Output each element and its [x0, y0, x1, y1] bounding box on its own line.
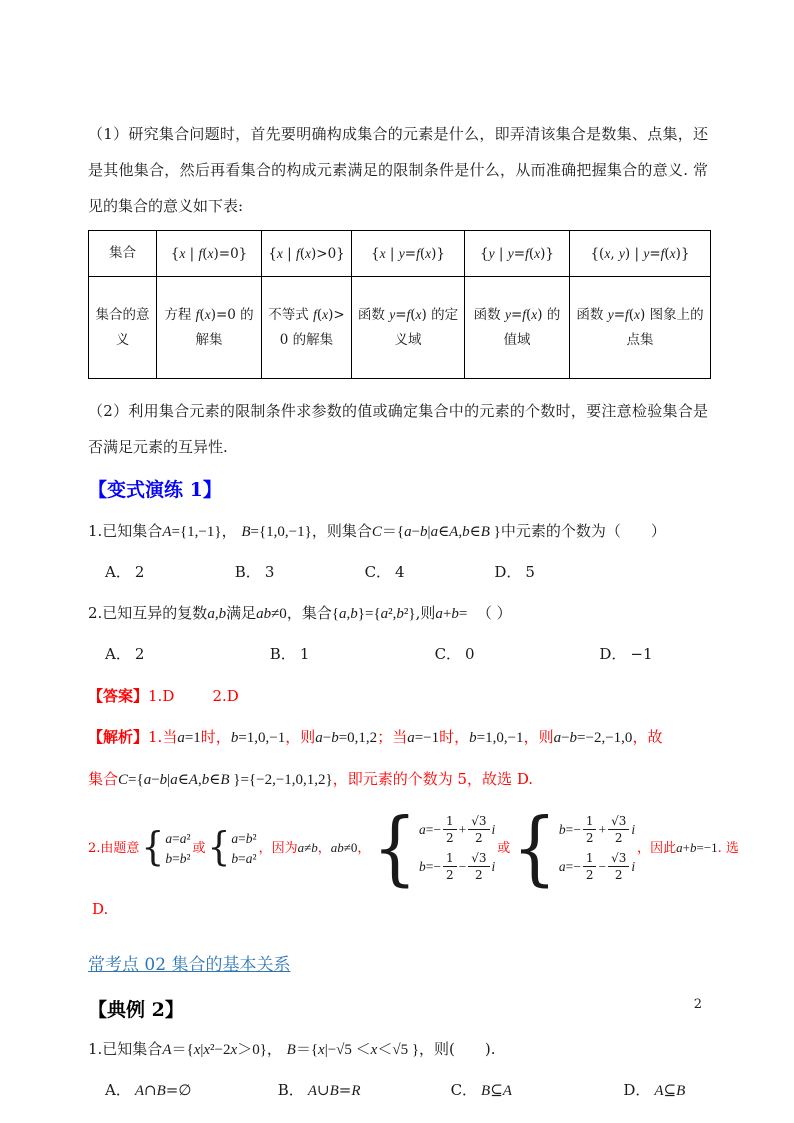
option-label: A．: [105, 1081, 131, 1099]
table-header-cell: {x | f(x)=0}: [157, 231, 262, 277]
imaginary-unit: i: [631, 858, 636, 874]
text-segment: a≠b: [297, 840, 318, 855]
equation-system-2: [207, 824, 257, 870]
fraction: [608, 851, 629, 882]
text-segment: ,则: [415, 604, 436, 622]
text-segment: ，集合: [286, 604, 332, 622]
option-text: 1: [299, 645, 310, 663]
denominator: 2: [585, 831, 594, 845]
question-2-options: [88, 643, 708, 664]
text-segment: ab≠0: [330, 840, 358, 855]
table-meaning-cell: 不等式 f(x)>0 的解集: [262, 277, 352, 379]
text-segment: 满足: [226, 604, 257, 622]
option-b: [235, 561, 360, 582]
fraction: [608, 814, 629, 845]
text-segment: ab≠0: [256, 606, 287, 622]
numerator: 1: [583, 851, 597, 867]
numerator: √3: [468, 814, 489, 830]
text-segment: ，则( ).: [419, 1040, 496, 1058]
operator: +: [598, 821, 607, 837]
text-segment: B={1,0,−1}: [241, 524, 312, 540]
text-segment: B＝{x|−√5 ＜x＜√5 }: [286, 1042, 420, 1058]
option-text: −1: [630, 645, 653, 663]
denominator: 2: [614, 831, 623, 845]
analysis-tail: [637, 841, 739, 855]
option-text: 5: [525, 563, 535, 581]
analysis-line-1: [88, 721, 708, 755]
fraction: [583, 851, 597, 882]
numerator: √3: [468, 851, 489, 867]
text-segment: a=−1: [407, 730, 440, 746]
table-meaning-cell: 函数 y=f(x) 的值域: [465, 277, 570, 379]
option-d: [599, 643, 652, 664]
text-segment: ，故: [632, 728, 663, 746]
question-2-stem: [88, 598, 708, 629]
paragraph-note-1: （1）研究集合问题时，首先要明确构成集合的元素是什么，即弄清该集合是数集、点集，还是其他集合，然后再看集合的构成元素满足的限制条件是什么，从而准确把握集合的意义. 常见的集合的意义如下表:: [88, 125, 708, 215]
option-d: [494, 561, 535, 582]
option-text: 4: [395, 563, 405, 581]
option-text: 3: [264, 563, 275, 581]
text-segment: A＝{x|x²−2x＞0}: [162, 1042, 267, 1058]
text-segment: 【解析】: [88, 728, 149, 746]
text-segment: a−b=0,1,2: [315, 730, 378, 746]
text-segment: 1.D 2.D: [148, 687, 239, 705]
equation: [559, 814, 635, 845]
text-segment: 1.已知集合: [88, 522, 163, 540]
complex-system-2: [512, 800, 636, 896]
option-label: B．: [234, 563, 261, 581]
numerator: 1: [443, 851, 457, 867]
option-label: D．: [599, 645, 627, 663]
equation: b=b²: [165, 850, 191, 866]
option-text: B⊆A: [481, 1081, 512, 1099]
paragraph-note-2: （2）利用集合元素的限制条件求参数的值或确定集合中的元素的个数时，要注意检验集合是否满足元素的互异性.: [88, 402, 708, 456]
question-3-stem: [88, 1034, 708, 1065]
denominator: 2: [445, 868, 454, 882]
fraction: [443, 851, 457, 882]
text-segment: ；当: [377, 728, 408, 746]
option-a: [105, 1079, 273, 1100]
fraction: [468, 851, 489, 882]
imaginary-unit: i: [491, 858, 496, 874]
option-label: B．: [277, 1081, 304, 1099]
text-segment: ，则: [285, 728, 316, 746]
text-segment: {a,b}={a²,b²}: [331, 606, 416, 622]
option-c: [435, 643, 595, 664]
option-text: A⊆B: [654, 1081, 686, 1099]
equation-lead: b=−: [558, 821, 581, 837]
text-segment: b=1,0,−1: [469, 730, 524, 746]
text-segment: 时，: [200, 728, 231, 746]
numerator: √3: [608, 814, 629, 830]
text-segment: （ ）: [467, 604, 512, 622]
text-segment: ，: [266, 1040, 287, 1058]
equation: [419, 814, 495, 845]
table-meaning-cell: 函数 y=f(x) 的定义域: [352, 277, 465, 379]
answer-line: [88, 680, 708, 713]
or-text: 或: [497, 840, 511, 856]
text-segment: ，因此: [637, 841, 677, 856]
option-b: [278, 1079, 446, 1100]
option-text: A∩B=∅: [134, 1081, 192, 1099]
option-label: A．: [105, 563, 131, 581]
option-c: [451, 1079, 619, 1100]
text-segment: ，: [317, 841, 331, 856]
operator: +: [458, 821, 467, 837]
table-meaning-cell: 方程 f(x)=0 的解集: [157, 277, 262, 379]
left-brace-icon: {: [141, 824, 165, 870]
text-segment: 中元素的个数为（ ）: [500, 522, 666, 540]
denominator: 2: [614, 868, 623, 882]
text-segment: C＝{a−b|a∈A,b∈B }: [371, 524, 501, 540]
numerator: 1: [583, 814, 597, 830]
option-label: C．: [364, 563, 392, 581]
text-segment: a+b=: [435, 606, 468, 622]
denominator: 2: [475, 831, 483, 845]
denominator: 2: [475, 868, 483, 882]
table-header-cell: 集合: [89, 231, 157, 277]
table-header-cell: {(x, y) | y=f(x)}: [570, 231, 711, 277]
option-label: A．: [105, 645, 131, 663]
option-b: [270, 643, 430, 664]
text-segment: ，因为: [258, 841, 298, 856]
equation: a=b²: [231, 830, 257, 846]
text-segment: ，即元素的个数为 5，故选 D.: [332, 770, 534, 788]
or-text: 或: [192, 840, 206, 856]
numerator: √3: [608, 851, 629, 867]
option-a: [105, 643, 265, 664]
option-text: A∪B=R: [307, 1081, 361, 1099]
option-label: D．: [623, 1081, 651, 1099]
option-label: B．: [269, 645, 296, 663]
left-brace-icon: {: [207, 824, 231, 870]
question-3-options: [88, 1079, 708, 1100]
text-segment: C={a−b|a∈A,b∈B }={−2,−1,0,1,2}: [118, 772, 333, 788]
denominator: 2: [445, 831, 454, 845]
option-c: [365, 561, 490, 582]
left-brace-icon: {: [512, 800, 557, 896]
question-1-stem: [88, 516, 708, 547]
text-segment: 1.当: [148, 728, 178, 746]
option-label: C．: [434, 645, 462, 663]
denominator: 2: [585, 868, 594, 882]
variant-practice-heading: 【变式演练 1】: [88, 479, 222, 501]
text-segment: ，则: [523, 728, 554, 746]
equation-lead: a=−: [558, 858, 581, 874]
text-segment: 1.已知集合: [88, 1040, 163, 1058]
sets-meaning-table: [88, 230, 711, 379]
text-segment: a−b=−2,−1,0: [553, 730, 633, 746]
text-segment: a,b: [207, 606, 227, 622]
text-segment: 时，: [439, 728, 470, 746]
text-segment: . 选: [717, 841, 739, 856]
option-a: [105, 561, 230, 582]
fraction: [583, 814, 597, 845]
table-header-cell: {x | y=f(x)}: [352, 231, 465, 277]
numerator: 1: [443, 814, 457, 830]
text-segment: ，则集合: [311, 522, 372, 540]
text-segment: A={1,−1}: [162, 524, 222, 540]
text-segment: a=1: [177, 730, 201, 746]
table-meaning-cell: 集合的意义: [89, 277, 157, 379]
equation-lead: b=−: [418, 858, 441, 874]
option-text: 2: [134, 563, 145, 581]
operator: −: [598, 858, 607, 874]
question-1-options: [88, 561, 708, 582]
equation-lead: a=−: [418, 821, 441, 837]
table-header-row: [89, 231, 711, 277]
equation: [419, 851, 495, 882]
operator: −: [458, 858, 467, 874]
text-segment: 集合: [88, 770, 119, 788]
imaginary-unit: i: [631, 821, 636, 837]
equation: a=a²: [165, 830, 191, 846]
table-header-cell: {x | f(x)>0}: [262, 231, 352, 277]
fraction: [443, 814, 457, 845]
page-number: 2: [693, 997, 702, 1012]
analysis-line-3: [88, 800, 739, 896]
analysis-prefix: 2.由题意: [88, 840, 140, 856]
complex-system-1: [372, 800, 496, 896]
option-text: 2: [134, 645, 145, 663]
text-segment: 【答案】: [88, 687, 149, 705]
equation: b=a²: [231, 850, 257, 866]
text-segment: b=1,0,−1: [230, 730, 286, 746]
equation: [559, 851, 635, 882]
table-meaning-cell: 函数 y=f(x) 图象上的点集: [570, 277, 711, 379]
left-brace-icon: {: [372, 800, 417, 896]
analysis-conclusion: D.: [92, 900, 109, 918]
table-header-cell: {y | y=f(x)}: [465, 231, 570, 277]
table-meaning-row: [89, 277, 711, 379]
text-segment: 2.已知互异的复数: [88, 604, 208, 622]
topic-heading: 常考点 02 集合的基本关系: [88, 955, 291, 975]
example-heading: 【典例 2】: [88, 999, 184, 1021]
option-label: D．: [494, 563, 522, 581]
text-segment: ，: [357, 841, 371, 856]
analysis-middle: [259, 841, 371, 855]
fraction: [468, 814, 489, 845]
analysis-line-2: [88, 763, 708, 797]
text-segment: ，: [221, 522, 242, 540]
option-text: 0: [465, 645, 475, 663]
option-d: [623, 1079, 685, 1100]
option-label: C．: [450, 1081, 478, 1099]
imaginary-unit: i: [491, 821, 496, 837]
text-segment: a+b=−1: [676, 840, 718, 855]
equation-system-1: [141, 824, 191, 870]
